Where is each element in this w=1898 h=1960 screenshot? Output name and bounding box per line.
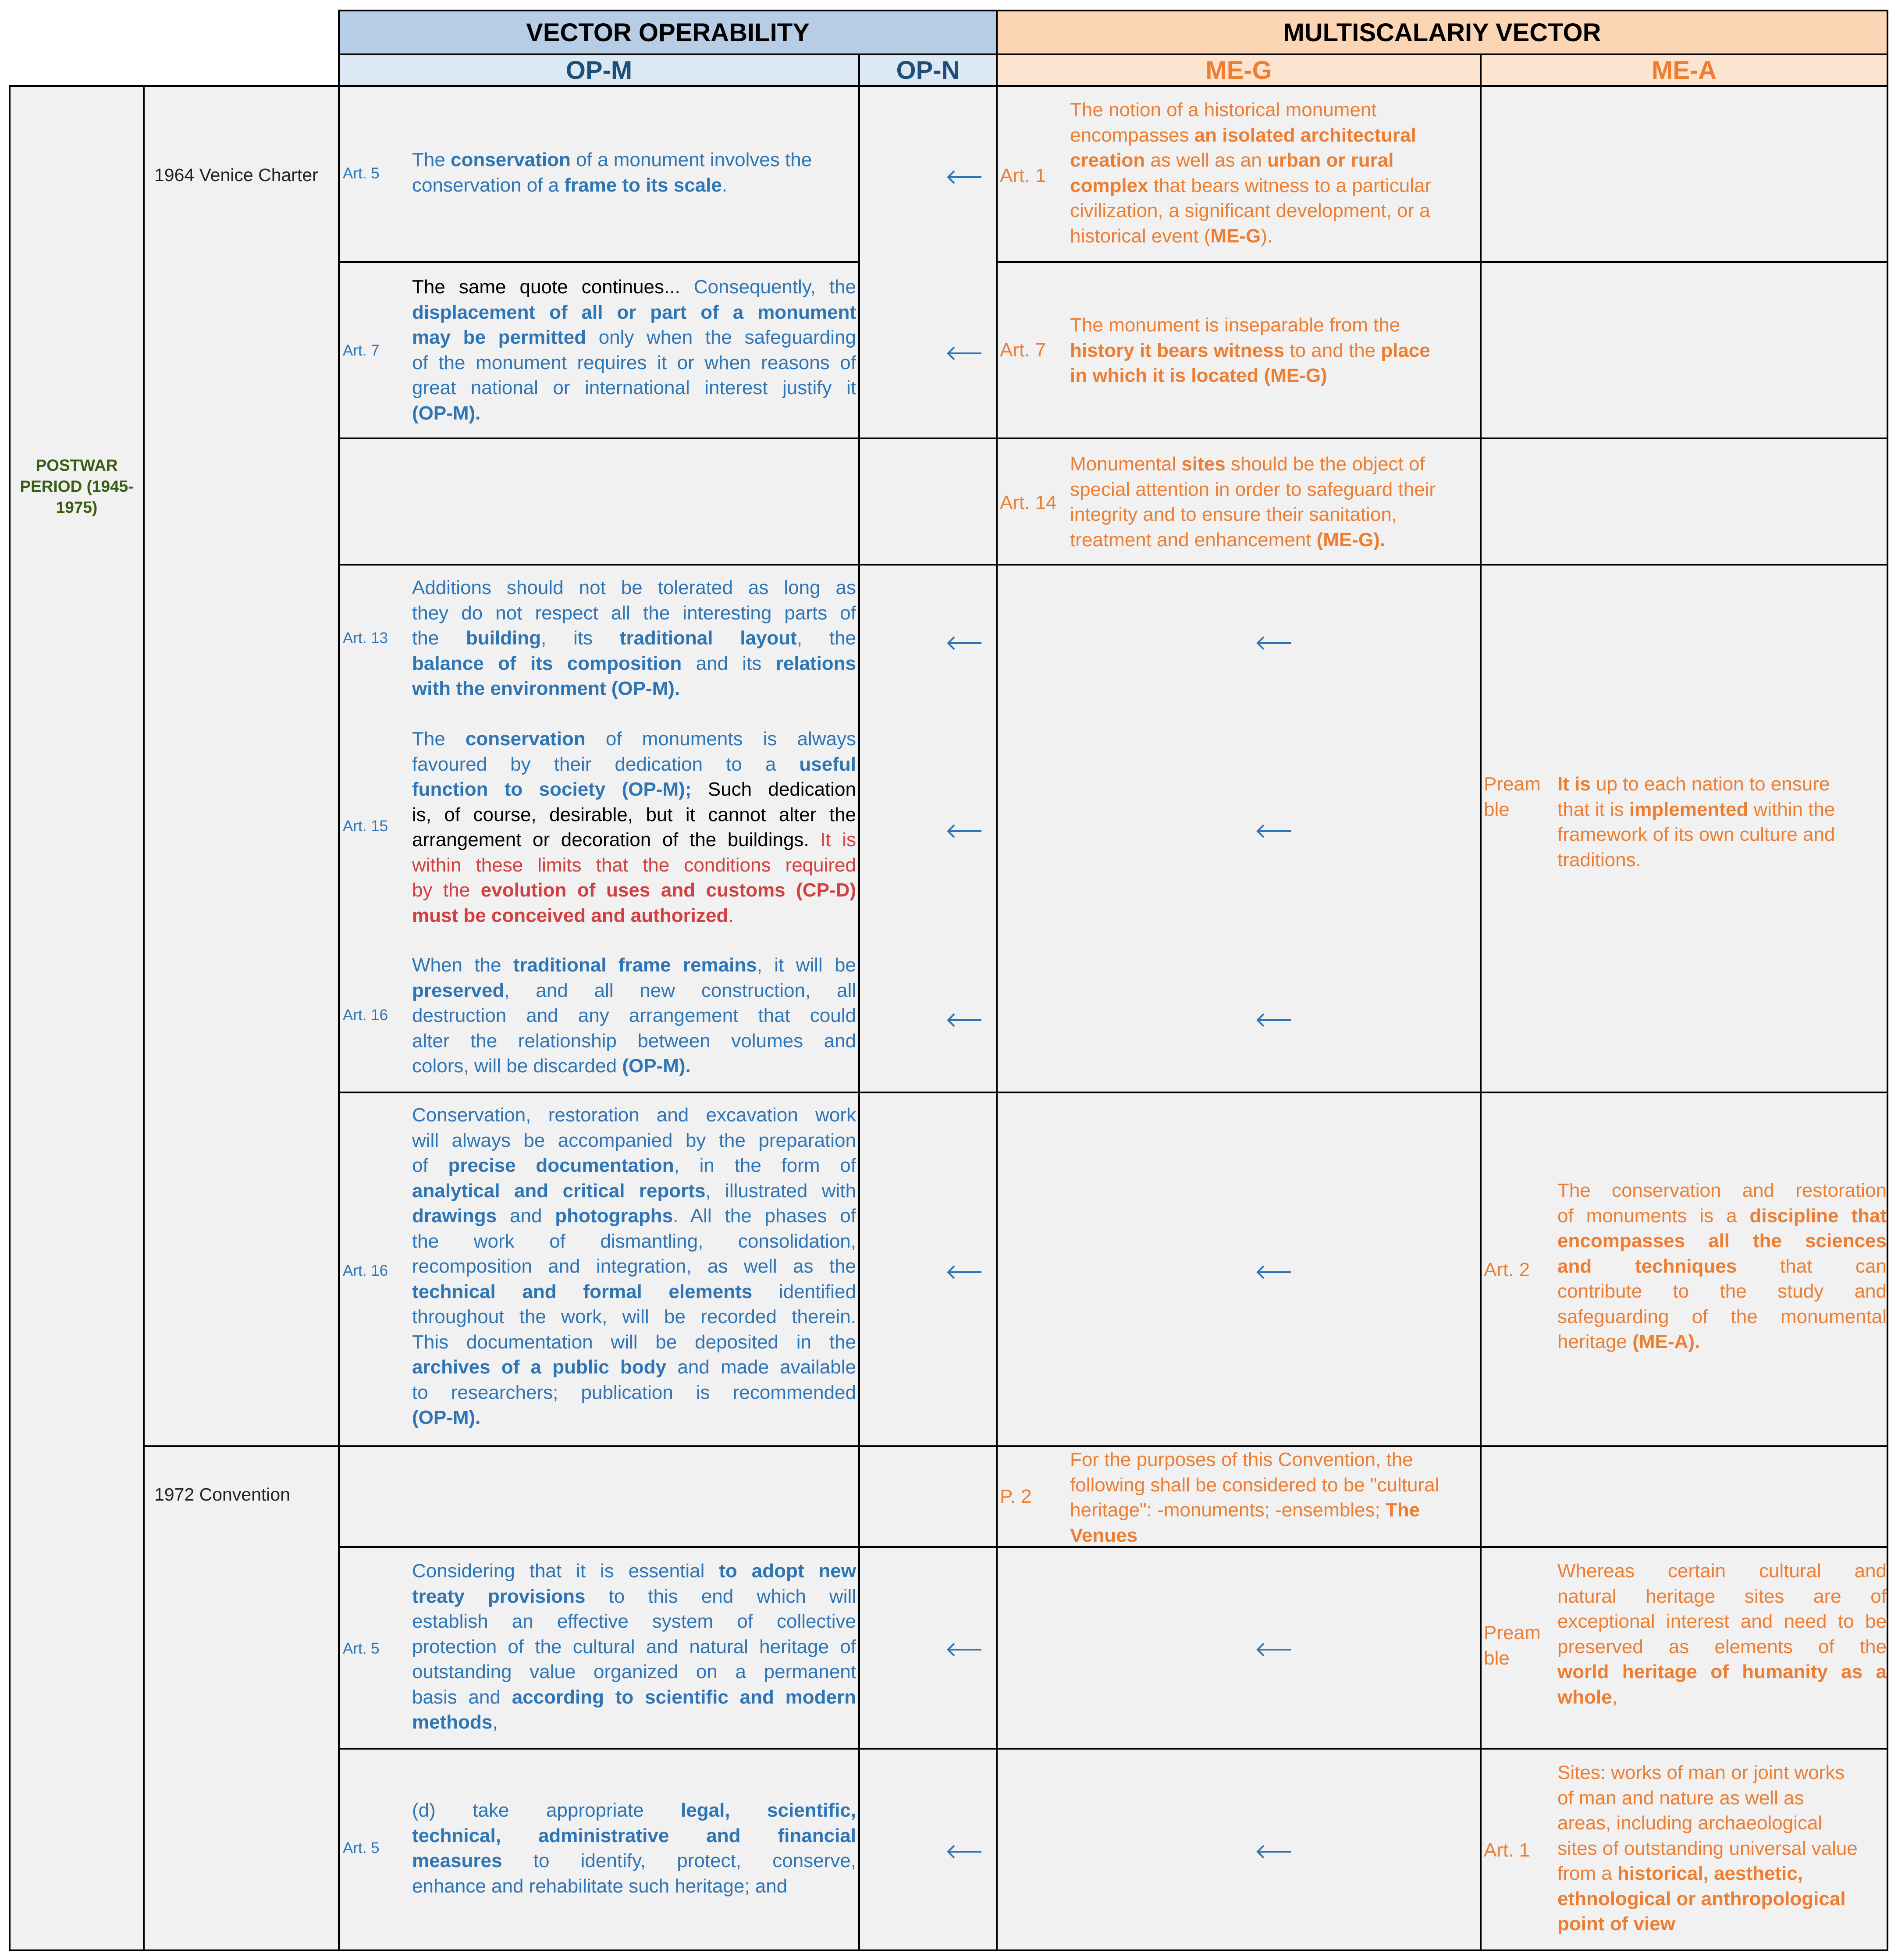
quote-text: The conservation of a monument involves the conservation of a frame to its scale. <box>412 149 812 196</box>
mea-cell-r5 <box>1480 1092 1888 1447</box>
meg-cell-r8 <box>996 1748 1482 1951</box>
opm-cell-r4 <box>338 564 860 1093</box>
quote-text: (d) take appropriate legal, scientific, technical, administrative and financial measures to identify, protect, conserve, enhance and rehabilitate such heritage; and <box>412 1800 856 1897</box>
article-label: Art. 7 <box>343 342 380 359</box>
article-label: Art. 7 <box>1000 339 1046 361</box>
vector-operability-header: VECTOR OPERABILITY <box>338 10 998 55</box>
quote-text: Monumental sites should be the object of special attention in order to safeguard their integrity and to ensure their sanitation, treatment and enhancement (ME-G). <box>1070 453 1436 551</box>
opm-cell-r3-empty <box>338 438 860 566</box>
article-label: Art. 14 <box>1000 492 1057 513</box>
meg-cell-r1 <box>996 85 1482 263</box>
quote-text: For the purposes of this Convention, the following shall be considered to be "cultural heritage": -monuments; -ensembles; The Venues <box>1070 1449 1439 1546</box>
left-arrow-icon <box>1255 1263 1292 1281</box>
opm-cell-r7 <box>338 1546 860 1750</box>
article-label: Art. 1 <box>1000 165 1046 186</box>
mea-cell-r6 <box>1480 1445 1888 1548</box>
article-label: Art. 5 <box>343 1640 380 1657</box>
article-label: Art. 2 <box>1484 1259 1530 1281</box>
meg-cell-r6 <box>996 1445 1482 1548</box>
left-arrow-icon <box>1255 1641 1292 1658</box>
quote-text: Conservation, restoration and excavation work will always be accompanied by the preparation of precise documentation, in the form of analytical and critical reports, illustrated with drawings and photographs. All the phases of the work of dismantling, consolidation, recomposition and integration, as well as the technical and formal elements identified throughout the work, will be recorded therein. This documentation will be deposited in the archives of a public body and made available to researchers; publication is recommended (OP-M). <box>412 1104 856 1428</box>
article-label: Art. 5 <box>343 165 380 182</box>
left-arrow-icon <box>945 1843 982 1860</box>
col-header-opm: OP-M <box>338 53 860 87</box>
opm-cell-r2 <box>338 261 860 439</box>
left-arrow-icon <box>1255 1843 1292 1860</box>
document-label: 1972 Convention <box>154 1484 291 1505</box>
left-arrow-icon <box>945 634 982 652</box>
mea-cell-r4 <box>1480 564 1888 1093</box>
document-cell-convention <box>143 1445 340 1951</box>
document-cell-venice <box>143 85 340 1447</box>
meg-cell-r7 <box>996 1546 1482 1750</box>
period-cell <box>9 85 145 1951</box>
opm-cell-r1 <box>338 85 860 263</box>
quote-text: Additions should not be tolerated as long as they do not respect all the interesting parts of the building, its traditional layout, the balance of its composition and its relations with the environment (OP-M). <box>412 577 857 699</box>
article-label: Pream ble <box>1484 773 1541 820</box>
article-label: Pream ble <box>1484 1622 1541 1669</box>
opn-cell-r1-r2 <box>858 85 998 439</box>
mea-cell-r3 <box>1480 438 1888 566</box>
opm-cell-r6-empty <box>338 1445 860 1548</box>
left-arrow-icon <box>945 1263 982 1281</box>
opm-cell-r5 <box>338 1092 860 1447</box>
article-label: Art. 16 <box>343 1007 388 1024</box>
col-header-opn: OP-N <box>858 53 998 87</box>
mea-cell-r1 <box>1480 85 1888 263</box>
left-arrow-icon <box>945 345 982 362</box>
left-arrow-icon <box>945 168 982 186</box>
quote-text: Whereas certain cultural and natural heritage sites are of exceptional interest and need to be preserved as elements of the world heritage of humanity as a whole, <box>1557 1560 1887 1708</box>
quote-text: It is up to each nation to ensure that it is implemented within the framework of its own culture and traditions. <box>1557 773 1835 871</box>
period-label: POSTWAR PERIOD (1945- 1975) <box>20 456 134 516</box>
left-arrow-icon <box>945 1011 982 1029</box>
meg-cell-r5 <box>996 1092 1482 1447</box>
quote-text: Sites: works of man or joint works of man and nature as well as areas, including archaeological sites of outstanding universal value from a historical, aesthetic, ethnological or anthropological point of view <box>1557 1762 1858 1935</box>
left-arrow-icon <box>1255 1011 1292 1029</box>
mea-cell-r8 <box>1480 1748 1888 1951</box>
quote-text: Considering that it is essential to adopt new treaty provisions to this end which will establish an effective system of collective protection of the cultural and natural heritage of outstanding value organized on a permanent basis and according to scientific and modern methods, <box>412 1560 857 1733</box>
article-label: P. 2 <box>1000 1486 1032 1507</box>
left-arrow-icon <box>1255 634 1292 652</box>
left-arrow-icon <box>945 1641 982 1658</box>
opn-cell-r6 <box>858 1445 998 1548</box>
col-header-meg: ME-G <box>996 53 1482 87</box>
left-arrow-icon <box>1255 822 1292 840</box>
article-label: Art. 5 <box>343 1839 380 1857</box>
article-label: Art. 15 <box>343 818 388 835</box>
article-label: Art. 1 <box>1484 1839 1530 1861</box>
mea-cell-r7 <box>1480 1546 1888 1750</box>
article-label: Art. 13 <box>343 630 388 647</box>
meg-cell-r4 <box>996 564 1482 1093</box>
article-label: Art. 16 <box>343 1262 388 1279</box>
quote-text: The conservation of monuments is always favoured by their dedication to a useful function to society (OP-M); Such dedication is, of course, desirable, but it cannot alter the arrangement or decoration of the buildings. It is within these limits that the conditions required by the evolution of uses and customs (CP-D) must be conceived and authorized. <box>412 728 857 926</box>
meg-cell-r2 <box>996 261 1482 439</box>
quote-text: The monument is inseparable from the history it bears witness to and the place in which it is located (ME-G) <box>1070 314 1430 386</box>
quote-text: The notion of a historical monument encompasses an isolated architectural creation as well as an urban or rural complex that bears witness to a particular civilization, a significant development, or a historical event (ME-G). <box>1070 99 1432 247</box>
col-header-mea: ME-A <box>1480 53 1888 87</box>
mea-cell-r2 <box>1480 261 1888 439</box>
multiscalarity-vector-header: MULTISCALARIY VECTOR <box>996 10 1888 55</box>
quote-text: The same quote continues... Consequently, the displacement of all or part of a monument may be permitted only when the safeguarding of the monument requires it or when reasons of great national or international interest justify it (OP-M). <box>412 276 856 424</box>
opn-cell-r3 <box>858 438 998 566</box>
quote-text: The conservation and restoration of monuments is a discipline that encompasses all the sciences and techniques that can contribute to the study and safeguarding of the monumental heritage (ME-A). <box>1557 1180 1887 1352</box>
opm-cell-r8 <box>338 1748 860 1951</box>
quote-text: When the traditional frame remains, it will be preserved, and all new construction, all destruction and any arrangement that could alter the relationship between volumes and colors, will be discarded (OP-M). <box>412 954 856 1077</box>
meg-cell-r3 <box>996 438 1482 566</box>
left-arrow-icon <box>945 822 982 840</box>
document-label: 1964 Venice Charter <box>154 165 318 185</box>
